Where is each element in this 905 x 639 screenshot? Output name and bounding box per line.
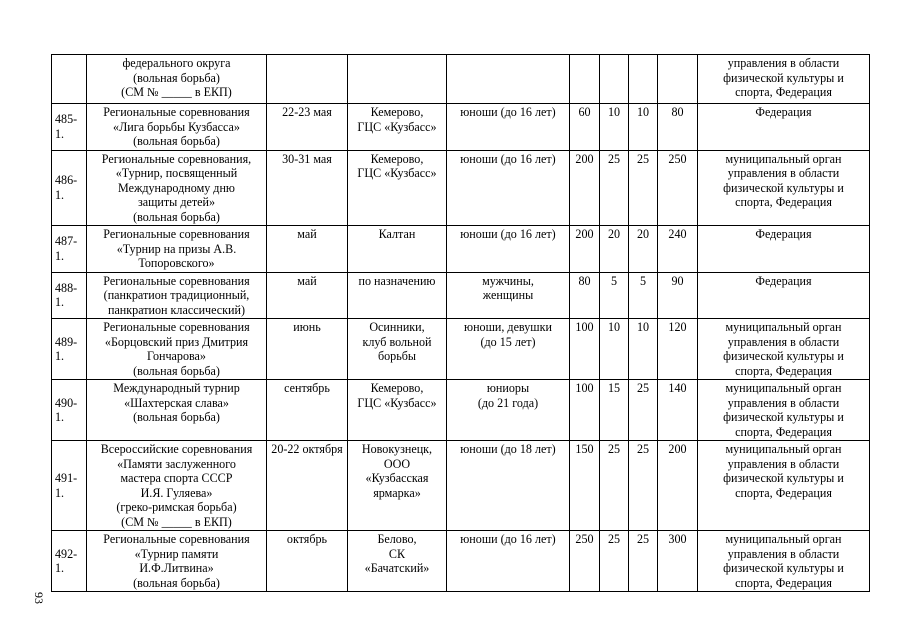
event-place <box>348 55 447 104</box>
table-row <box>52 150 870 226</box>
count-1: 100 <box>570 380 600 441</box>
event-date: октябрь <box>267 531 348 592</box>
event-participants <box>447 441 570 531</box>
event-name-line: «Лига борьбы Кузбасса» <box>113 119 240 134</box>
event-date: 30-31 мая <box>267 150 348 226</box>
event-participants <box>447 150 570 226</box>
event-organizer-line: управления в области <box>727 166 840 180</box>
count-total: 250 <box>658 150 698 226</box>
count-total <box>658 55 698 104</box>
event-organizer-line: физической культуры и <box>723 410 844 424</box>
event-name-line: «Турнир на призы А.В. <box>116 241 237 256</box>
event-participants-line: женщины <box>482 288 534 302</box>
event-organizer-line: спорта, Федерация <box>735 575 832 590</box>
count-total: 140 <box>658 380 698 441</box>
event-place-line: Новокузнецк, <box>361 442 433 456</box>
count-3 <box>629 55 658 104</box>
event-participants <box>447 319 570 380</box>
event-name <box>87 319 267 380</box>
table-row <box>52 226 870 273</box>
count-3: 25 <box>629 531 658 592</box>
event-organizer-line: спорта, Федерация <box>735 363 832 378</box>
event-place-line: Калтан <box>378 227 416 241</box>
event-organizer-line: муниципальный орган <box>725 381 842 395</box>
event-place-line: ГЦС «Кузбасс» <box>357 119 437 134</box>
count-3: 25 <box>629 441 658 531</box>
event-place-line: Кемерово, <box>370 381 424 395</box>
event-name-line: Всероссийские соревнования <box>100 442 253 456</box>
event-participants <box>447 380 570 441</box>
event-name-line: «Памяти заслуженного <box>117 456 236 471</box>
event-organizer <box>698 226 870 273</box>
event-name <box>87 150 267 226</box>
event-organizer-line: физической культуры и <box>723 471 844 485</box>
event-organizer-line: муниципальный орган <box>725 151 842 166</box>
event-name <box>87 272 267 319</box>
event-date: май <box>267 272 348 319</box>
count-3: 25 <box>629 150 658 226</box>
table-row <box>52 319 870 380</box>
event-place-line: ГЦС «Кузбасс» <box>357 395 437 410</box>
table-row <box>52 272 870 319</box>
event-participants <box>447 226 570 273</box>
event-participants-line: (до 15 лет) <box>480 334 536 349</box>
page-number: 93 <box>32 592 46 604</box>
count-1: 200 <box>570 150 600 226</box>
event-organizer-line: физической культуры и <box>723 561 844 575</box>
event-participants-line: юноши (до 16 лет) <box>460 105 556 119</box>
event-place-line: клуб вольной <box>362 334 432 349</box>
event-place-line: ярмарка» <box>373 485 421 500</box>
event-participants-line: (до 21 года) <box>477 395 539 410</box>
event-place-line: ООО <box>383 456 411 471</box>
event-place <box>348 272 447 319</box>
table-row <box>52 55 870 104</box>
event-name-line: (СМ № _____ в ЕКП) <box>121 85 232 99</box>
event-date: 20-22 октября <box>267 441 348 531</box>
event-place-line: борьбы <box>377 349 417 363</box>
row-number: 492-1. <box>52 531 87 592</box>
event-organizer-line: спорта, Федерация <box>735 424 832 439</box>
count-3: 20 <box>629 226 658 273</box>
row-number: 489-1. <box>52 319 87 380</box>
event-organizer <box>698 380 870 441</box>
count-total: 240 <box>658 226 698 273</box>
count-2: 20 <box>600 226 629 273</box>
event-name <box>87 531 267 592</box>
event-place <box>348 104 447 151</box>
event-name <box>87 226 267 273</box>
events-table <box>51 54 870 592</box>
event-organizer-line: физической культуры и <box>723 70 844 85</box>
event-name-line: «Турнир памяти <box>134 546 219 561</box>
count-total: 90 <box>658 272 698 319</box>
event-participants-line: мужчины, <box>482 273 534 288</box>
event-name-line: (вольная борьба) <box>133 134 220 148</box>
count-1: 80 <box>570 272 600 319</box>
event-name-line: «Турнир, посвященный <box>115 166 238 180</box>
count-total: 120 <box>658 319 698 380</box>
event-participants-line: юниоры <box>486 381 530 395</box>
count-1: 250 <box>570 531 600 592</box>
count-2: 25 <box>600 441 629 531</box>
event-name <box>87 380 267 441</box>
event-participants <box>447 55 570 104</box>
count-2: 25 <box>600 150 629 226</box>
event-date: сентябрь <box>267 380 348 441</box>
event-organizer-line: спорта, Федерация <box>735 85 832 99</box>
count-2: 10 <box>600 319 629 380</box>
event-name-line: федерального округа <box>122 56 231 70</box>
event-organizer <box>698 319 870 380</box>
event-organizer-line: физической культуры и <box>723 349 844 363</box>
event-name-line: Региональные соревнования <box>103 273 250 288</box>
event-name-line: (вольная борьба) <box>133 410 220 424</box>
event-place <box>348 441 447 531</box>
event-place-line: Кемерово, <box>370 105 424 119</box>
event-organizer-line: муниципальный орган <box>725 532 842 546</box>
event-name-line: Международный турнир <box>113 381 240 395</box>
event-date <box>267 55 348 104</box>
count-1: 200 <box>570 226 600 273</box>
count-total: 200 <box>658 441 698 531</box>
event-name-line: «Шахтерская слава» <box>124 395 229 410</box>
event-place-line: Кемерово, <box>370 151 424 166</box>
event-date: 22-23 мая <box>267 104 348 151</box>
row-number: 487-1. <box>52 226 87 273</box>
event-organizer-line: Федерация <box>755 273 812 288</box>
count-total: 300 <box>658 531 698 592</box>
event-organizer <box>698 441 870 531</box>
count-2: 10 <box>600 104 629 151</box>
event-participants-line: юноши, девушки <box>464 320 552 334</box>
row-number: 488-1. <box>52 272 87 319</box>
event-organizer-line: Федерация <box>755 105 812 119</box>
event-date: июнь <box>267 319 348 380</box>
count-1: 60 <box>570 104 600 151</box>
event-organizer-line: спорта, Федерация <box>735 195 832 209</box>
table-row <box>52 380 870 441</box>
event-participants <box>447 272 570 319</box>
event-name <box>87 441 267 531</box>
event-name-line: Региональные соревнования <box>103 105 250 119</box>
event-name-line: Региональные соревнования, <box>101 151 252 166</box>
event-organizer <box>698 531 870 592</box>
event-name-line: (греко-римская борьба) <box>116 500 237 514</box>
count-total: 80 <box>658 104 698 151</box>
event-participants-line: юноши (до 16 лет) <box>460 227 556 241</box>
count-1: 100 <box>570 319 600 380</box>
event-name-line: (вольная борьба) <box>133 363 220 378</box>
event-organizer <box>698 55 870 104</box>
event-name-line: «Борцовский приз Дмитрия <box>104 334 249 349</box>
event-name-line: Топоровского» <box>138 256 215 270</box>
row-number: 491-1. <box>52 441 87 531</box>
row-number: 485-1. <box>52 104 87 151</box>
event-place-line: Осинники, <box>369 320 425 334</box>
event-name-line: Региональные соревнования <box>103 320 250 334</box>
event-place <box>348 226 447 273</box>
table-row <box>52 104 870 151</box>
event-organizer-line: спорта, Федерация <box>735 485 832 500</box>
event-name-line: Международному дню <box>118 180 235 195</box>
row-number: 486-1. <box>52 150 87 226</box>
event-organizer-line: муниципальный орган <box>725 442 842 456</box>
event-place-line: СК <box>388 546 406 561</box>
event-organizer-line: управления в области <box>727 334 840 349</box>
event-participants <box>447 104 570 151</box>
event-organizer <box>698 150 870 226</box>
event-participants-line: юноши (до 16 лет) <box>460 532 556 546</box>
event-place <box>348 380 447 441</box>
event-organizer-line: управления в области <box>727 56 840 70</box>
count-1 <box>570 55 600 104</box>
event-place-line: Белово, <box>377 532 417 546</box>
count-2: 25 <box>600 531 629 592</box>
event-place <box>348 531 447 592</box>
event-name-line: (вольная борьба) <box>133 575 220 590</box>
event-place-line: «Кузбасская <box>365 471 429 485</box>
event-name-line: Региональные соревнования <box>103 532 250 546</box>
event-date: май <box>267 226 348 273</box>
table-row <box>52 531 870 592</box>
count-3: 5 <box>629 272 658 319</box>
event-name-line: И.Я. Гуляева» <box>140 485 213 500</box>
event-organizer-line: Федерация <box>755 227 812 241</box>
event-participants <box>447 531 570 592</box>
count-2: 5 <box>600 272 629 319</box>
count-2: 15 <box>600 380 629 441</box>
event-organizer-line: физической культуры и <box>723 180 844 195</box>
event-name-line: И.Ф.Литвина» <box>139 561 214 575</box>
count-3: 10 <box>629 319 658 380</box>
event-organizer-line: управления в области <box>727 546 840 561</box>
event-name <box>87 104 267 151</box>
event-place-line: по назначению <box>358 273 436 288</box>
event-name-line: мастера спорта СССР <box>120 471 233 485</box>
event-participants-line: юноши (до 18 лет) <box>460 442 556 456</box>
event-name-line: (СМ № _____ в ЕКП) <box>121 514 232 529</box>
table-row <box>52 441 870 531</box>
event-organizer <box>698 104 870 151</box>
event-place <box>348 150 447 226</box>
event-organizer-line: управления в области <box>727 456 840 471</box>
row-number: 490-1. <box>52 380 87 441</box>
event-name-line: (вольная борьба) <box>133 70 220 85</box>
count-3: 10 <box>629 104 658 151</box>
event-name-line: (вольная борьба) <box>133 209 220 224</box>
event-organizer-line: муниципальный орган <box>725 320 842 334</box>
event-place-line: «Бачатский» <box>364 561 430 575</box>
event-name-line: защиты детей» <box>137 195 216 209</box>
event-place <box>348 319 447 380</box>
event-participants-line: юноши (до 16 лет) <box>460 151 556 166</box>
count-1: 150 <box>570 441 600 531</box>
event-name-line: панкратион классический) <box>107 302 246 317</box>
count-3: 25 <box>629 380 658 441</box>
event-name-line: Региональные соревнования <box>103 227 250 241</box>
event-organizer <box>698 272 870 319</box>
table-body <box>52 55 870 592</box>
event-name-line: (панкратион традиционный, <box>103 288 250 302</box>
event-organizer-line: управления в области <box>727 395 840 410</box>
count-2 <box>600 55 629 104</box>
event-place-line: ГЦС «Кузбасс» <box>357 166 437 180</box>
event-name <box>87 55 267 104</box>
row-number <box>52 55 87 104</box>
event-name-line: Гончарова» <box>147 349 206 363</box>
